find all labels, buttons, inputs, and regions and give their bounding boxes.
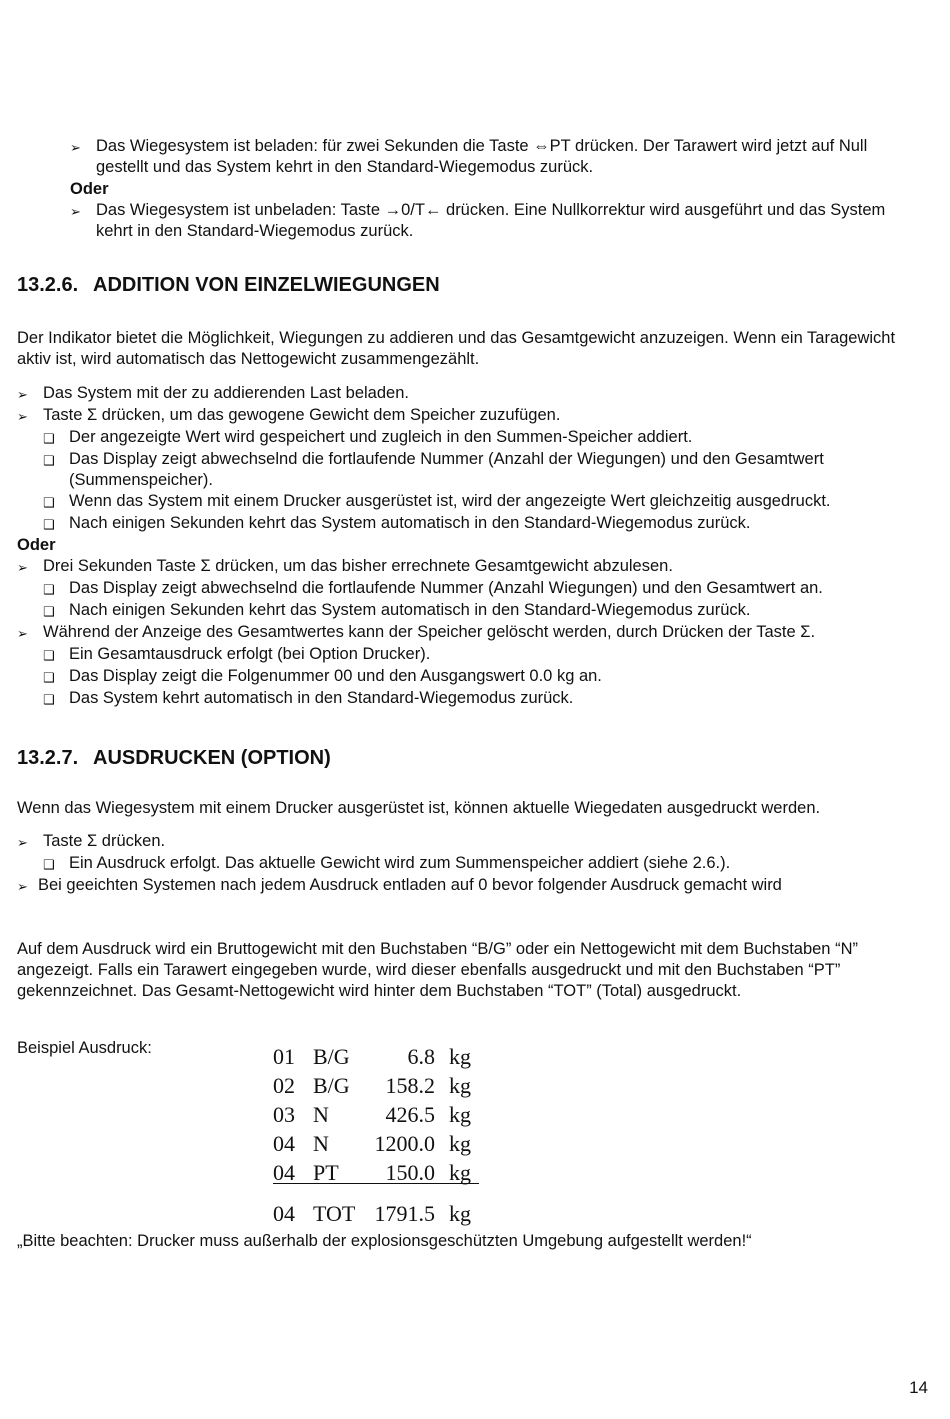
list-item <box>70 200 910 242</box>
list-item <box>17 831 920 853</box>
list-item-text: Das System mit der zu addierenden Last beladen. <box>43 384 409 402</box>
sub-list-item <box>17 644 920 666</box>
checkbox-bullet-icon: ❑ <box>43 604 55 619</box>
arrow-bullet-icon: ➢ <box>17 835 28 850</box>
arrow-bullet-icon: ➢ <box>70 204 81 219</box>
printout-unit: kg <box>449 1131 471 1156</box>
sub-list-item <box>17 853 920 875</box>
sub-list-item <box>17 688 920 710</box>
checkbox-bullet-icon: ❑ <box>43 517 55 532</box>
checkbox-bullet-icon: ❑ <box>43 431 55 446</box>
printout-row <box>273 1125 479 1154</box>
printout-row <box>273 1096 479 1125</box>
printout-unit: kg <box>449 1044 471 1069</box>
printout-code: B/G <box>313 1073 350 1098</box>
printout-number: 02 <box>273 1073 295 1098</box>
printout-value: 6.8 <box>407 1044 435 1069</box>
sub-list-item <box>17 513 920 535</box>
sub-list-item-text: Ein Ausdruck erfolgt. Das aktuelle Gewicht wird zum Summenspeicher addiert (siehe 2.6.). <box>69 854 731 872</box>
list-item-text: Taste Σ drücken. <box>43 832 166 850</box>
oder-label: Oder <box>17 536 56 554</box>
printout-value: 150.0 <box>363 1154 449 1184</box>
sub-list-item-text: Ein Gesamtausdruck erfolgt (bei Option Drucker). <box>69 645 431 663</box>
example-label: Beispiel Ausdruck: <box>17 1039 152 1057</box>
checkbox-bullet-icon: ❑ <box>43 692 55 707</box>
section-number: 13.2.6. <box>17 274 79 296</box>
intro-block <box>70 136 910 242</box>
list-item <box>17 875 920 897</box>
arrow-bullet-icon: ➢ <box>17 560 28 575</box>
sub-list-item <box>17 427 920 449</box>
steps-block <box>17 383 920 710</box>
list-item <box>17 556 920 578</box>
printout-example <box>273 1038 533 1224</box>
page-number: 14 <box>909 1378 928 1397</box>
sub-list-item-text: Das Display zeigt die Folgenummer 00 und den Ausgangswert 0.0 kg an. <box>69 667 602 685</box>
sub-list-item-text: Das System kehrt automatisch in den Standard-Wiegemodus zurück. <box>69 689 574 707</box>
sub-list-item <box>17 491 920 513</box>
printout-value: 158.2 <box>385 1073 435 1098</box>
checkbox-bullet-icon: ❑ <box>43 495 55 510</box>
list-item-text: Drei Sekunden Taste Σ drücken, um das bisher errechnete Gesamtgewicht abzulesen. <box>43 557 673 575</box>
list-item-text: Bei geeichten Systemen nach jedem Ausdruck entladen auf 0 bevor folgender Ausdruck gemacht wird <box>38 876 782 894</box>
section-title: ADDITION VON EINZELWIEGUNGEN <box>93 274 440 296</box>
printout-number: 04 <box>273 1201 295 1226</box>
printout-code: PT <box>313 1154 363 1184</box>
section-heading <box>17 746 950 770</box>
sub-list-item-text: Der angezeigte Wert wird gespeichert und zugleich in den Summen-Speicher addiert. <box>69 428 693 446</box>
list-item-text: Während der Anzeige des Gesamtwertes kann der Speicher gelöscht werden, durch Drücken der Taste Σ. <box>43 623 816 641</box>
list-item-text: Das Wiegesystem ist unbeladen: Taste →0/T← drücken. Eine Nullkorrektur wird ausgeführt und das System kehrt in den Standard-Wiegemodus zurück. <box>96 201 886 240</box>
printout-code: TOT <box>313 1201 356 1226</box>
printout-value: 1200.0 <box>374 1131 435 1156</box>
section-paragraph: Wenn das Wiegesystem mit einem Drucker ausgerüstet ist, können aktuelle Wiegedaten ausgedruckt werden. <box>17 799 821 817</box>
arrow-bullet-icon: ➢ <box>17 409 28 424</box>
printout-row <box>273 1154 479 1184</box>
checkbox-bullet-icon: ❑ <box>43 453 55 468</box>
section-paragraph: Auf dem Ausdruck wird ein Bruttogewicht mit den Buchstaben “B/G” oder ein Nettogewicht mit dem Buchstaben “N” angezeigt. Falls ein Tarawert eingegeben wurde, wird dieser ebenfalls ausgedruckt und mit den Buchstaben “PT” gekennzeichnet. Das Gesamt-Nettogewicht wird hinter dem Buchstaben “TOT” (Total) ausgedruckt. <box>17 940 858 1000</box>
sub-list-item <box>17 449 920 491</box>
printout-number: 04 <box>273 1131 295 1156</box>
printout-row <box>273 1067 479 1096</box>
oder-label: Oder <box>70 180 109 198</box>
sub-list-item-text: Nach einigen Sekunden kehrt das System automatisch in den Standard-Wiegemodus zurück. <box>69 514 751 532</box>
printout-row <box>273 1038 479 1067</box>
printout-unit: kg <box>449 1102 471 1127</box>
sub-list-item-text: Das Display zeigt abwechselnd die fortlaufende Nummer (Anzahl Wiegungen) und den Gesamtwert an. <box>69 579 823 597</box>
printout-value: 1791.5 <box>374 1201 435 1226</box>
printout-code: N <box>313 1131 329 1156</box>
printout-unit: kg <box>449 1073 471 1098</box>
list-item <box>70 136 910 178</box>
arrow-bullet-icon: ➢ <box>17 387 28 402</box>
list-item-text: Das Wiegesystem ist beladen: für zwei Sekunden die Taste ⇔PT drücken. Der Tarawert wird jetzt auf Null gestellt und das System kehrt in den Standard-Wiegemodus zurück. <box>96 137 868 176</box>
list-item-text: Taste Σ drücken, um das gewogene Gewicht dem Speicher zuzufügen. <box>43 406 561 424</box>
section-heading <box>17 273 950 297</box>
checkbox-bullet-icon: ❑ <box>43 670 55 685</box>
section-paragraph: Der Indikator bietet die Möglichkeit, Wiegungen zu addieren und das Gesamtgewicht anzuzeigen. Wenn ein Taragewicht aktiv ist, wird automatisch das Nettogewicht zusammengezählt. <box>17 329 896 368</box>
checkbox-bullet-icon: ❑ <box>43 648 55 663</box>
list-item <box>17 622 920 644</box>
sub-list-item-text: Wenn das System mit einem Drucker ausgerüstet ist, wird der angezeigte Wert gleichzeitig ausgedruckt. <box>69 492 831 510</box>
note-text: „Bitte beachten: Drucker muss außerhalb der explosionsgeschützten Umgebung aufgestellt werden!“ <box>17 1232 752 1250</box>
section-number: 13.2.7. <box>17 747 79 769</box>
printout-code: B/G <box>313 1044 350 1069</box>
printout-total-row <box>273 1184 479 1225</box>
sub-list-item <box>17 666 920 688</box>
list-item <box>17 405 920 427</box>
checkbox-bullet-icon: ❑ <box>43 582 55 597</box>
arrow-bullet-icon: ➢ <box>70 140 81 155</box>
printout-unit: kg <box>449 1201 471 1226</box>
printout-number: 03 <box>273 1102 295 1127</box>
sub-list-item-text: Nach einigen Sekunden kehrt das System automatisch in den Standard-Wiegemodus zurück. <box>69 601 751 619</box>
arrow-bullet-icon: ➢ <box>17 626 28 641</box>
sub-list-item-text: Das Display zeigt abwechselnd die fortlaufende Nummer (Anzahl der Wiegungen) und den Gesamtwert (Summenspeicher). <box>69 450 824 489</box>
arrow-bullet-icon: ➢ <box>17 879 28 894</box>
printout-value: 426.5 <box>385 1102 435 1127</box>
printout-code: N <box>313 1102 329 1127</box>
steps-block <box>17 831 920 897</box>
sub-list-item <box>17 578 920 600</box>
printout-number: 01 <box>273 1044 295 1069</box>
section-title: AUSDRUCKEN (OPTION) <box>93 747 331 769</box>
checkbox-bullet-icon: ❑ <box>43 857 55 872</box>
printout-table <box>273 1038 479 1224</box>
printout-unit: kg <box>449 1154 479 1184</box>
sub-list-item <box>17 600 920 622</box>
list-item <box>17 383 920 405</box>
printout-number: 04 <box>273 1154 313 1184</box>
